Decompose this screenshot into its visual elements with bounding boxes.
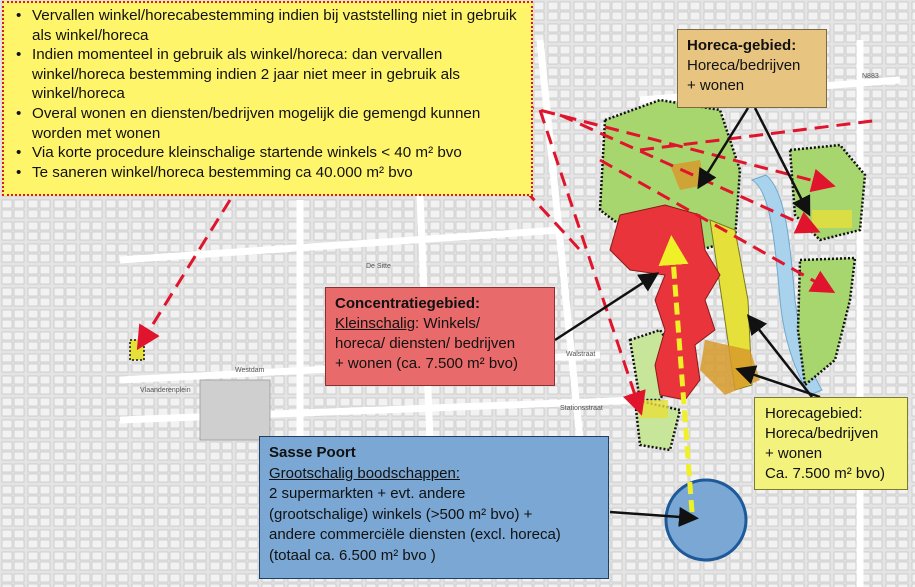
callout-line: Horeca/bedrijven xyxy=(765,425,879,442)
callout-line: (totaal ca. 6.500 m² bvo ) xyxy=(269,546,436,564)
callout-title: Horecagebied: xyxy=(765,405,863,422)
callout-title: Horeca-gebied: xyxy=(687,37,797,54)
callout-line: (grootschalige) winkels (>500 m² bvo) + xyxy=(269,505,533,523)
map-label-de-sitte: De Sitte xyxy=(366,263,391,270)
list-item: • Overal wonen en diensten/bedrijven mogelijk die gemengd kunnen worden met wonen xyxy=(32,104,525,143)
concentratiegebied-callout xyxy=(325,287,555,386)
street-westdam: Westdam xyxy=(235,367,265,374)
callout-subtitle: Kleinschalig xyxy=(335,315,416,332)
callout-line: Horeca/bedrijven xyxy=(687,57,801,74)
square xyxy=(200,380,270,440)
callout-line: horeca/ diensten/ bedrijven xyxy=(335,335,516,352)
list-item: • Indien momenteel in gebruik als winkel/horeca: dan vervallen winkel/horeca bestemming indien 2 jaar niet meer in gebruik als winkel/horeca xyxy=(32,45,525,104)
callout-line: : Winkels/ xyxy=(415,315,481,332)
callout-line: + wonen xyxy=(765,445,823,462)
road-code: N883 xyxy=(862,73,879,80)
sasse-poort-callout xyxy=(259,436,609,579)
callout-subtitle: Grootschalig boodschappen: xyxy=(269,464,460,482)
street-walstraat: Walstraat xyxy=(566,351,596,358)
rules-list xyxy=(2,1,533,196)
street-vlaanderenplein: Vlaanderenplein xyxy=(140,387,191,394)
list-item: • Te saneren winkel/horeca bestemming ca 40.000 m² bvo xyxy=(32,163,525,183)
sasse-poort-circle xyxy=(666,480,746,560)
callout-title: Sasse Poort xyxy=(269,444,356,461)
horecagebied-callout xyxy=(754,397,908,490)
street-stationsstraat: Stationsstraat xyxy=(560,405,603,412)
callout-line: Ca. 7.500 m² bvo) xyxy=(765,465,886,482)
callout-line: + wonen xyxy=(687,77,745,94)
horeca-gebied-callout xyxy=(677,29,827,108)
callout-line: 2 supermarkten + evt. andere xyxy=(269,485,466,502)
callout-line: + wonen (ca. 7.500 m² bvo) xyxy=(335,355,519,372)
callout-line: andere commerciële diensten (excl. horeca) xyxy=(269,526,561,543)
patch xyxy=(640,400,668,418)
list-item: • Via korte procedure kleinschalige startende winkels < 40 m² bvo xyxy=(32,143,525,163)
callout-title: Concentratiegebied: xyxy=(335,295,481,312)
patch xyxy=(812,210,852,228)
list-item: • Vervallen winkel/horecabestemming indien bij vaststelling niet in gebruik als winkel/horeca xyxy=(32,6,525,45)
